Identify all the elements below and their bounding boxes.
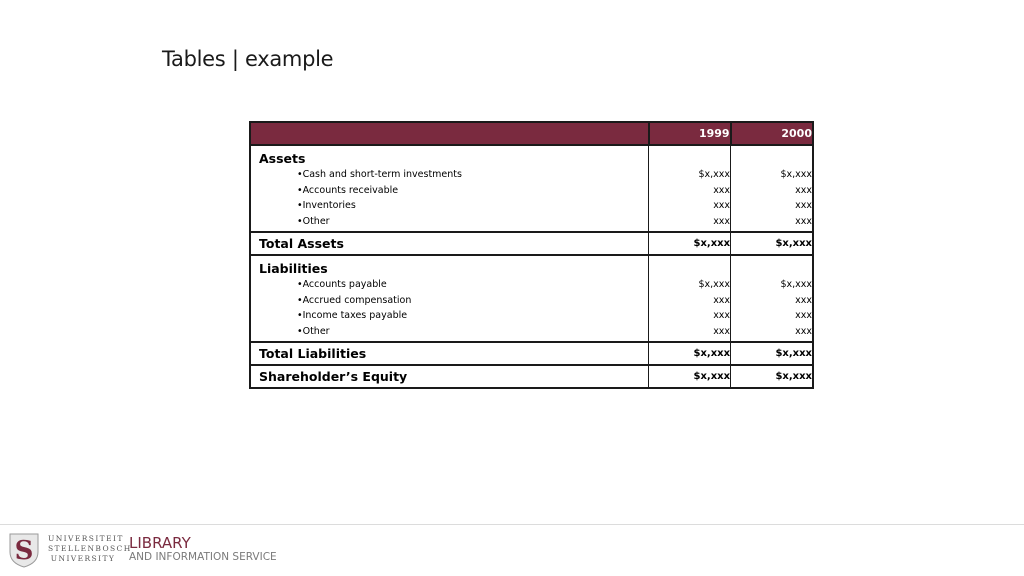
list-item: •Accounts payable [297, 279, 387, 290]
total-assets-row [250, 232, 813, 255]
value-cell: xxx [795, 215, 812, 227]
value-cell: xxx [713, 294, 731, 306]
table-header-row [250, 122, 813, 145]
list-item: •Other [297, 325, 330, 337]
total-assets-1999: $x,xxx [649, 232, 731, 255]
value-cell: xxx [795, 294, 812, 306]
library-subtitle: AND INFORMATION SERVICE [129, 551, 277, 563]
equity-row [250, 365, 813, 388]
list-item: •Other [297, 215, 330, 227]
university-line: UNIVERSITEIT [48, 534, 124, 543]
assets-title: Assets [259, 151, 306, 166]
total-liabilities-label: Total Liabilities [250, 342, 649, 365]
slide-title: Tables | example [162, 47, 334, 71]
value-cell: xxx [713, 310, 731, 321]
equity-2000: $x,xxx [731, 365, 813, 388]
value-cell: $x,xxx [698, 279, 731, 290]
list-item: •Cash and short-term investments [297, 169, 462, 180]
value-cell: xxx [795, 184, 812, 196]
liabilities-title: Liabilities [259, 261, 328, 276]
equity-1999: $x,xxx [649, 365, 731, 388]
value-cell: xxx [795, 325, 812, 337]
value-cell: $x,xxx [780, 279, 812, 290]
total-assets-label: Total Assets [250, 232, 649, 255]
value-cell: $x,xxx [780, 169, 812, 180]
header-2000: 2000 [731, 122, 813, 145]
header-1999: 1999 [649, 122, 731, 145]
value-cell: xxx [795, 310, 812, 321]
library-title: LIBRARY [129, 534, 191, 552]
svg-text:S: S [14, 536, 34, 566]
value-cell: xxx [713, 200, 731, 211]
list-item: •Accrued compensation [297, 294, 412, 306]
value-cell: xxx [713, 325, 731, 337]
liabilities-section [250, 255, 813, 342]
total-liabilities-2000: $x,xxx [731, 342, 813, 365]
total-assets-2000: $x,xxx [731, 232, 813, 255]
equity-label: Shareholder’s Equity [250, 365, 649, 388]
university-name [48, 534, 132, 564]
value-cell: xxx [795, 200, 812, 211]
value-cell: $x,xxx [698, 169, 731, 180]
list-item: •Accounts receivable [297, 184, 399, 196]
total-liabilities-1999: $x,xxx [649, 342, 731, 365]
balance-sheet-table [249, 121, 814, 389]
total-liabilities-row [250, 342, 813, 365]
university-line: UNIVERSITY [50, 554, 116, 563]
list-item: •Inventories [297, 200, 356, 211]
stellenbosch-crest-icon [8, 532, 40, 568]
value-cell: xxx [713, 215, 731, 227]
value-cell: xxx [713, 184, 731, 196]
assets-section [250, 145, 813, 232]
header-blank [250, 122, 649, 145]
footer-divider [0, 524, 1024, 525]
list-item: •Income taxes payable [297, 310, 408, 321]
university-line: STELLENBOSCH [48, 544, 132, 553]
